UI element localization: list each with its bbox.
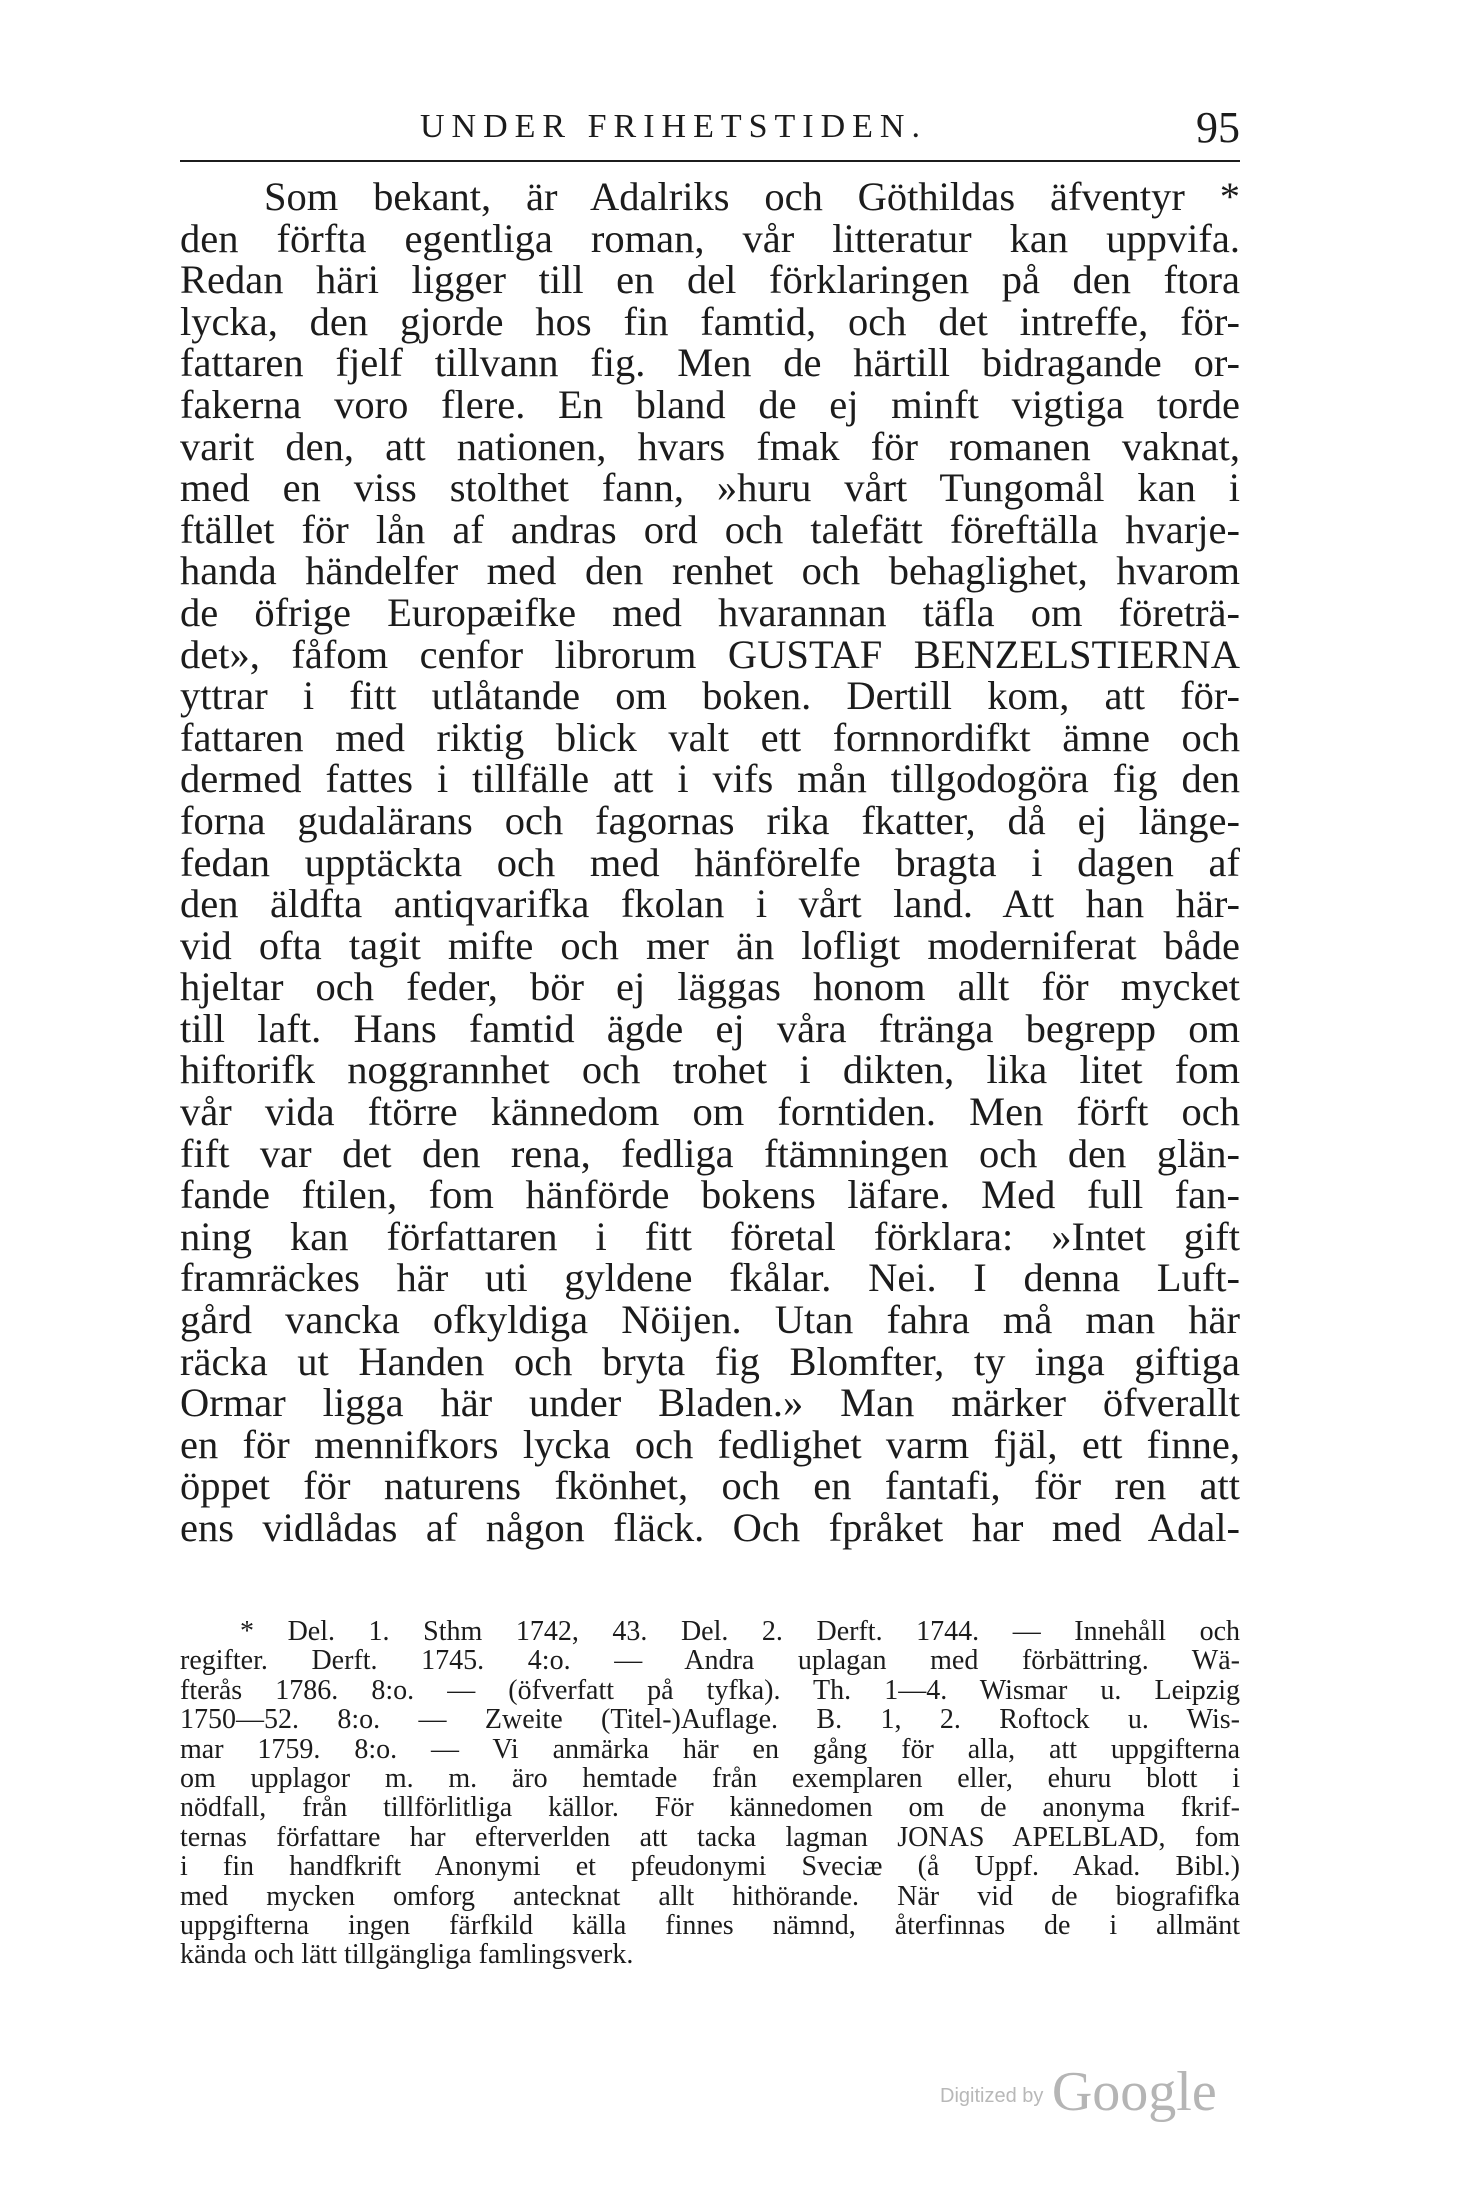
text-line: öppet för naturens fkönhet, och en fantafi, för ren att <box>180 1463 1240 1509</box>
footnote-line: kända och lätt tillgängliga famlingsverk. <box>180 1939 634 1971</box>
text-line: hiftorifk noggrannhet och trohet i dikten, lika litet fom <box>180 1047 1240 1093</box>
text-line: handa händelfer med den renhet och behaglighet, hvarom <box>180 548 1240 594</box>
footnote-line: i fin handfkrift Anonymi et pfeudonymi Sveciæ (å Uppf. Akad. Bibl.) <box>180 1851 1240 1883</box>
text-line: vid ofta tagit mifte och mer än lofligt moderniferat både <box>180 922 1240 968</box>
text-line: fande ftilen, fom hänförde bokens läfare. Med full fan- <box>180 1172 1240 1218</box>
text-line: räcka ut Handen och bryta fig Blomfter, ty inga giftiga <box>180 1338 1240 1384</box>
text-line: Redan häri ligger till en del förklaringen på den ftora <box>180 257 1240 303</box>
text-line: fedan upptäckta och med hänförelfe bragta i dagen af <box>180 839 1240 885</box>
text-line: fift var det den rena, fedliga ftämningen och den glän- <box>180 1130 1240 1176</box>
text-line: Ormar ligga här under Bladen.» Man märker öfverallt <box>180 1380 1240 1426</box>
text-line: framräckes här uti gyldene fkålar. Nei. I denna Luft- <box>180 1255 1240 1301</box>
text-line: hjeltar och feder, bör ej läggas honom allt för mycket <box>180 964 1240 1010</box>
text-line: den förfta egentliga roman, vår litteratur kan uppvifa. <box>180 215 1240 261</box>
footnote-line: uppgifterna ingen färfkild källa finnes nämnd, återfinnas de i allmänt <box>180 1909 1240 1941</box>
footnote-block <box>180 1617 1240 1970</box>
footnote-line: 1750—52. 8:o. — Zweite (Titel-)Auflage. B. 1, 2. Roftock u. Wis- <box>180 1704 1240 1736</box>
footnote-line: om upplagor m. m. äro hemtade från exemplaren eller, ehuru blott i <box>180 1762 1240 1794</box>
footnote-line: med mycken omforg antecknat allt hithörande. När vid de biografifka <box>180 1880 1240 1912</box>
digitized-watermark <box>940 2060 1217 2124</box>
text-line: dermed fattes i tillfälle att i vifs mån tillgodogöra fig den <box>180 756 1240 802</box>
text-line: ens vidlådas af någon fläck. Och fpråket har med Adal- <box>180 1505 1240 1550</box>
digitized-prefix: Digitized by <box>940 2085 1044 2107</box>
text-line: fattaren fjelf tillvann fig. Men de härtill bidragande or- <box>180 340 1240 386</box>
running-title: UNDER FRIHETSTIDEN. <box>420 108 927 145</box>
footnote-line: fterås 1786. 8:o. — (öfverfatt på tyfka). Th. 1—4. Wismar u. Leipzig <box>180 1674 1240 1706</box>
footnote-line: nödfall, från tillförlitliga källor. För kännedomen om de anonyma fkrif- <box>180 1792 1240 1824</box>
text-line: med en viss stolthet fann, »huru vårt Tungomål kan i <box>180 465 1240 511</box>
text-line: yttrar i fitt utlåtande om boken. Dertill kom, att för- <box>180 673 1240 719</box>
footnote-line: ternas författare har efterverlden att tacka lagman JONAS APELBLAD, fom <box>180 1821 1240 1853</box>
text-line: fattaren med riktig blick valt ett fornnordifkt ämne och <box>180 714 1240 760</box>
running-header <box>180 100 1240 162</box>
page-number: 95 <box>1196 103 1240 152</box>
text-line: ning kan författaren i fitt företal förklara: »Intet gift <box>180 1213 1240 1259</box>
main-text <box>180 176 1240 1549</box>
text-line: varit den, att nationen, hvars fmak för romanen vaknat, <box>180 423 1240 469</box>
text-line: det», fåfom cenfor librorum GUSTAF BENZELSTIERNA <box>180 631 1240 677</box>
text-line: en för mennifkors lycka och fedlighet varm fjäl, ett finne, <box>180 1421 1240 1467</box>
text-line: fakerna voro flere. En bland de ej minft vigtiga torde <box>180 381 1240 427</box>
text-line: lycka, den gjorde hos fin famtid, och det intreffe, för- <box>180 298 1240 344</box>
text-line: till laft. Hans famtid ägde ej våra ftränga begrepp om <box>180 1005 1240 1051</box>
text-line: forna gudalärans och fagornas rika fkatter, då ej länge- <box>180 797 1240 843</box>
text-line: den äldfta antiqvarifka fkolan i vårt land. Att han här- <box>180 881 1240 927</box>
footnote-line: regifter. Derft. 1745. 4:o. — Andra uplagan med förbättring. Wä- <box>180 1645 1240 1677</box>
text-line: vår vida ftörre kännedom om forntiden. Men förft och <box>180 1089 1240 1135</box>
text-line: de öfrige Europæifke med hvarannan täfla om företrä- <box>180 589 1240 635</box>
footnote-line: * Del. 1. Sthm 1742, 43. Del. 2. Derft. 1744. — Innehåll och <box>240 1616 1240 1647</box>
text-line: Som bekant, är Adalriks och Göthildas äfventyr * <box>264 174 1240 219</box>
text-line: gård vancka ofkyldiga Nöijen. Utan fahra må man här <box>180 1297 1240 1343</box>
google-logo: Google <box>1051 2061 1217 2123</box>
text-line: ftället för lån af andras ord och talefätt föreftälla hvarje- <box>180 506 1240 552</box>
footnote-line: mar 1759. 8:o. — Vi anmärka här en gång för alla, att uppgifterna <box>180 1733 1240 1765</box>
